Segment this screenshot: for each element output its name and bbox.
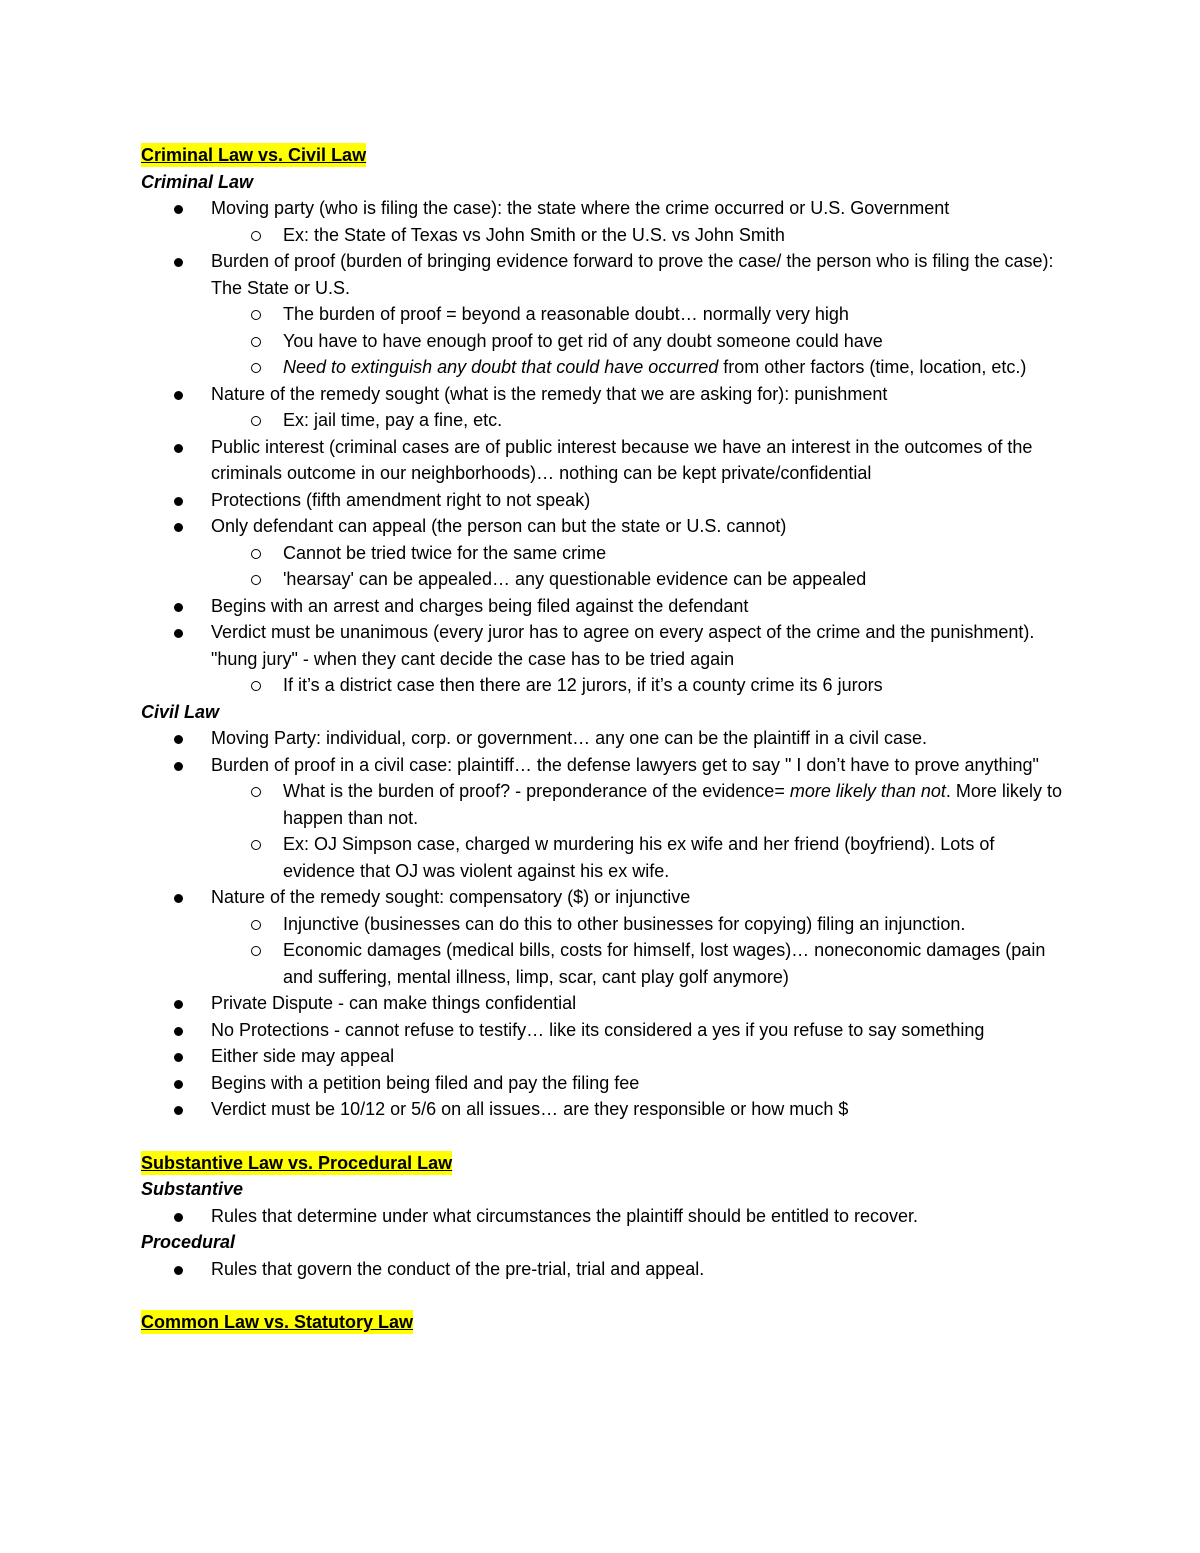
bullet-icon (174, 603, 183, 612)
sub-list-item: Economic damages (medical bills, costs for himself, lost wages)… noneconomic damages (pain and suffering, mental illness, limp, scar, cant play golf anymore) (211, 937, 1071, 990)
section-gap (141, 1123, 1071, 1149)
list-item: Burden of proof in a civil case: plaintiff… the defense lawyers get to say " I don’t have to prove anything" What is the burden of proof? - preponderance of the evidence= more likely than not. More likely to happen than not. Ex: OJ Simpson case, charged w murdering his ex wife and her friend (boyfriend). Lots of evidence that OJ was violent against his ex wife. (141, 752, 1071, 885)
sub-list-item: Injunctive (businesses can do this to other businesses for copying) filing an injunction. (211, 911, 1071, 938)
subheading-substantive: Substantive (141, 1179, 244, 1199)
bullet-icon (174, 497, 183, 506)
sub-list-item: Ex: the State of Texas vs John Smith or the U.S. vs John Smith (211, 222, 1071, 249)
bullet-icon (174, 205, 183, 214)
list-item: Rules that govern the conduct of the pre-trial, trial and appeal. (141, 1256, 1071, 1283)
section-heading: Common Law vs. Statutory Law (141, 1312, 414, 1332)
bullet-icon (174, 1080, 183, 1089)
hollow-bullet-icon (251, 840, 261, 850)
section-gap (141, 1282, 1071, 1308)
subheading-procedural: Procedural (141, 1232, 236, 1252)
substantive-list (141, 1203, 1071, 1230)
list-item: Begins with an arrest and charges being filed against the defendant (141, 593, 1071, 620)
sub-list (211, 778, 1071, 884)
hollow-bullet-icon (251, 310, 261, 320)
list-item: No Protections - cannot refuse to testify… like its considered a yes if you refuse to say something (141, 1017, 1071, 1044)
list-item: Protections (fifth amendment right to not speak) (141, 487, 1071, 514)
list-item: Either side may appeal (141, 1043, 1071, 1070)
list-item: Burden of proof (burden of bringing evidence forward to prove the case/ the person who is filing the case): The State or U.S. The burden of proof = beyond a reasonable doubt… normally very high You have to have enough proof to get rid of any doubt someone could have Need to extinguish any doubt that could have occurred from other factors (time, location, etc.) (141, 248, 1071, 381)
section-heading: Substantive Law vs. Procedural Law (141, 1152, 453, 1173)
hollow-bullet-icon (251, 231, 261, 241)
bullet-icon (174, 523, 183, 532)
document-page (141, 141, 1071, 1336)
criminal-law-list (141, 195, 1071, 699)
list-item: Only defendant can appeal (the person can but the state or U.S. cannot) Cannot be tried twice for the same crime 'hearsay' can be appealed… any questionable evidence can be appealed (141, 513, 1071, 593)
sub-list-item: 'hearsay' can be appealed… any questionable evidence can be appealed (211, 566, 1071, 593)
section-heading: Criminal Law vs. Civil Law (141, 145, 367, 165)
sub-list (211, 672, 1071, 699)
sub-list (211, 540, 1071, 593)
sub-list (211, 301, 1071, 381)
bullet-icon (174, 1213, 183, 1222)
hollow-bullet-icon (251, 787, 261, 797)
bullet-icon (174, 1000, 183, 1009)
sub-list-item: Need to extinguish any doubt that could have occurred from other factors (time, location, etc.) (211, 354, 1071, 381)
bullet-icon (174, 894, 183, 903)
bullet-icon (174, 762, 183, 771)
sub-list (211, 222, 1071, 249)
sub-list-item: Ex: OJ Simpson case, charged w murdering his ex wife and her friend (boyfriend). Lots of evidence that OJ was violent against his ex wife. (211, 831, 1071, 884)
sub-list-item: What is the burden of proof? - preponderance of the evidence= more likely than not. More likely to happen than not. (211, 778, 1071, 831)
bullet-icon (174, 1053, 183, 1062)
hollow-bullet-icon (251, 681, 261, 691)
subheading-civil-law: Civil Law (141, 701, 220, 722)
bullet-icon (174, 1266, 183, 1275)
hollow-bullet-icon (251, 337, 261, 347)
list-item: Verdict must be 10/12 or 5/6 on all issues… are they responsible or how much $ (141, 1096, 1071, 1123)
hollow-bullet-icon (251, 416, 261, 426)
list-item: Nature of the remedy sought: compensatory ($) or injunctive Injunctive (businesses can do this to other businesses for copying) filing an injunction. Economic damages (medical bills, costs for himself, lost wages)… noneconomic damages (pain and suffering, mental illness, limp, scar, cant play golf anymore) (141, 884, 1071, 990)
sub-list (211, 407, 1071, 434)
civil-law-list (141, 725, 1071, 1123)
list-item: Verdict must be unanimous (every juror has to agree on every aspect of the crime and the punishment). "hung jury" - when they cant decide the case has to be tried again If it’s a district case then there are 12 jurors, if it’s a county crime its 6 jurors (141, 619, 1071, 699)
bullet-icon (174, 1106, 183, 1115)
sub-list-item: You have to have enough proof to get rid of any doubt someone could have (211, 328, 1071, 355)
sub-list (211, 911, 1071, 991)
subheading-criminal-law: Criminal Law (141, 171, 254, 192)
bullet-icon (174, 629, 183, 638)
hollow-bullet-icon (251, 946, 261, 956)
section-substantive-vs-procedural (141, 1149, 1071, 1283)
bullet-icon (174, 444, 183, 453)
hollow-bullet-icon (251, 549, 261, 559)
sub-list-item: If it’s a district case then there are 12 jurors, if it’s a county crime its 6 jurors (211, 672, 1071, 699)
procedural-list (141, 1256, 1071, 1283)
list-item: Begins with a petition being filed and pay the filing fee (141, 1070, 1071, 1097)
sub-list-item: The burden of proof = beyond a reasonable doubt… normally very high (211, 301, 1071, 328)
hollow-bullet-icon (251, 575, 261, 585)
list-item: Rules that determine under what circumstances the plaintiff should be entitled to recover. (141, 1203, 1071, 1230)
section-common-vs-statutory (141, 1308, 1071, 1336)
bullet-icon (174, 391, 183, 400)
sub-list-item: Cannot be tried twice for the same crime (211, 540, 1071, 567)
hollow-bullet-icon (251, 363, 261, 373)
hollow-bullet-icon (251, 920, 261, 930)
list-item: Private Dispute - can make things confidential (141, 990, 1071, 1017)
sub-list-item: Ex: jail time, pay a fine, etc. (211, 407, 1071, 434)
list-item: Public interest (criminal cases are of public interest because we have an interest in the outcomes of the criminals outcome in our neighborhoods)… nothing can be kept private/confidential (141, 434, 1071, 487)
bullet-icon (174, 735, 183, 744)
bullet-icon (174, 1027, 183, 1036)
bullet-icon (174, 258, 183, 267)
list-item: Nature of the remedy sought (what is the remedy that we are asking for): punishment Ex: jail time, pay a fine, etc. (141, 381, 1071, 434)
list-item: Moving party (who is filing the case): the state where the crime occurred or U.S. Government Ex: the State of Texas vs John Smith or the U.S. vs John Smith (141, 195, 1071, 248)
section-criminal-vs-civil (141, 141, 1071, 1123)
list-item: Moving Party: individual, corp. or government… any one can be the plaintiff in a civil case. (141, 725, 1071, 752)
